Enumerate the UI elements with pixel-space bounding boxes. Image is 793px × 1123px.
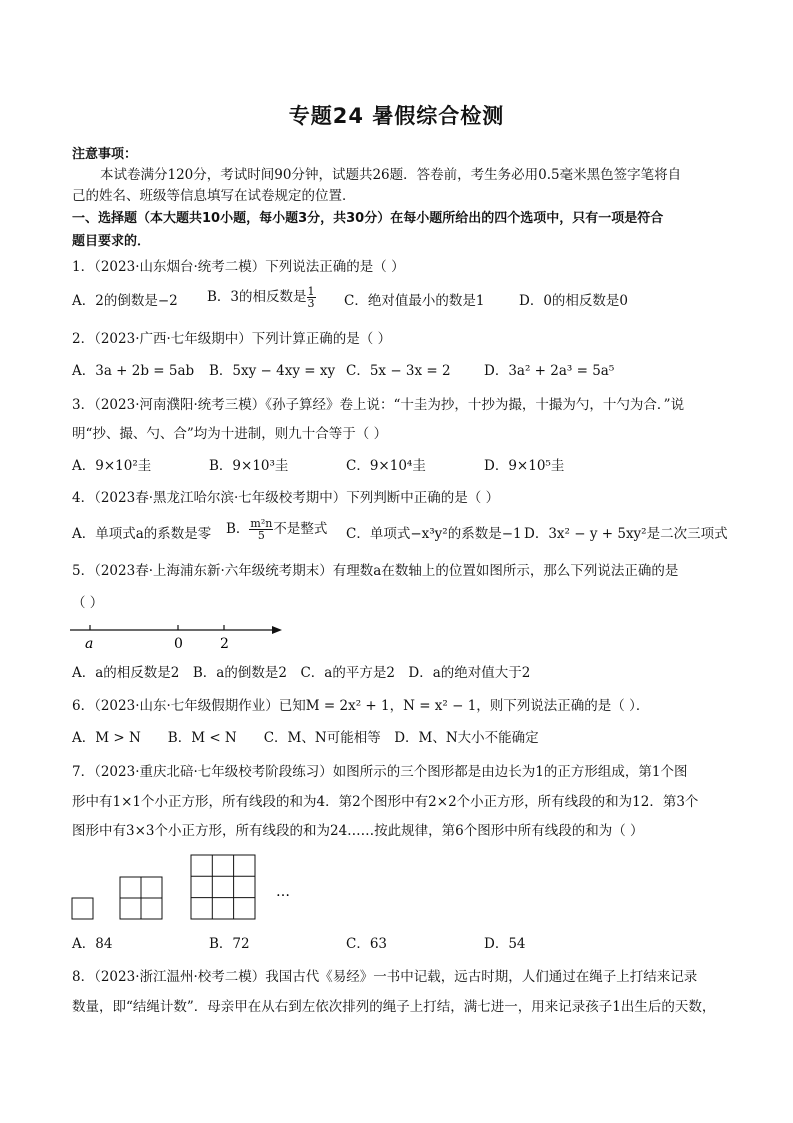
question-2-options	[72, 362, 772, 382]
question-8-stem-line-2: 数量，即“结绳计数”．母亲甲在从右到左依次排列的绳子上打结，满七进一，用来记录孩子1出生后的天数，	[72, 999, 716, 1015]
square-pattern-figure	[70, 852, 310, 922]
question-4-options	[72, 517, 772, 545]
q4-option-d: D．3x² − y + 5xy²是二次三项式	[524, 526, 728, 542]
question-7-options	[72, 935, 772, 955]
question-3-options	[72, 457, 772, 477]
q7-option-c: C．63	[346, 936, 388, 952]
question-3-stem-line-2: 明“抄、撮、勺、合”均为十进制，则九十合等于（ ）	[72, 426, 388, 442]
q4-option-a: A．单项式a的系数是零	[72, 526, 212, 542]
question-2-stem: 2．（2023·广西·七年级期中）下列计算正确的是（ ）	[72, 331, 392, 347]
q1-option-b-fraction	[307, 286, 316, 309]
question-4-stem: 4．（2023春·黑龙江哈尔滨·七年级校考期中）下列判断中正确的是（ ）	[72, 490, 500, 506]
tick-label-2: 2	[220, 636, 229, 652]
q1-option-b-text: B．3的相反数是	[207, 289, 307, 305]
q3-option-c: C．9×10⁴圭	[346, 458, 426, 474]
section-heading-line-1: 一、选择题（本大题共10小题，每小题3分，共30分）在每小题所给出的四个选项中，只有一项是符合	[72, 211, 664, 226]
q1-option-d: D．0的相反数是0	[519, 293, 629, 309]
fraction-numerator: 1	[307, 285, 315, 298]
question-1-options	[72, 285, 772, 312]
q7-option-a: A．84	[72, 936, 113, 952]
fraction-numerator: m²n	[250, 517, 273, 530]
q1-option-a: A．2的倒数是−2	[72, 293, 178, 309]
q2-option-a: A．3a + 2b = 5ab	[72, 363, 195, 379]
number-line-arrow-icon	[272, 626, 282, 634]
q7-option-d: D．54	[484, 936, 526, 952]
question-5-options: A．a的相反数是2 B．a的倒数是2 C．a的平方是2 D．a的绝对值大于2	[72, 665, 531, 681]
q4-option-b-fraction	[249, 518, 273, 541]
q2-option-b: B．5xy − 4xy = xy	[209, 363, 336, 379]
question-5-stem-line-2: （ ）	[72, 595, 104, 611]
notice-line-2: 己的姓名、班级等信息填写在试卷规定的位置．	[72, 188, 356, 204]
fraction-denominator: 5	[257, 529, 265, 542]
tick-label-0: 0	[174, 636, 183, 652]
pattern-2-grid	[120, 877, 162, 919]
page-title: 专题24 暑假综合检测	[288, 104, 505, 128]
q1-option-b	[207, 286, 316, 309]
q3-option-b: B．9×10³圭	[209, 458, 289, 474]
question-7-stem-line-3: 图形中有3×3个小正方形，所有线段的和为24……按此规律，第6个图形中所有线段的和为（ ）	[72, 823, 644, 839]
question-7-stem-line-1: 7．（2023·重庆北碚·七年级校考阶段练习）如图所示的三个图形都是由边长为1的正方形组成，第1个图	[72, 764, 688, 780]
q3-option-d: D．9×10⁵圭	[484, 458, 565, 474]
fraction-denominator: 3	[307, 297, 315, 310]
notice-line-1: 本试卷满分120分，考试时间90分钟，试题共26题．答卷前，考生务必用0.5毫米黑色签字笔将自	[100, 167, 682, 183]
q1-option-c: C．绝对值最小的数是1	[344, 293, 485, 309]
q4-option-b-label: B．	[226, 521, 250, 537]
pattern-ellipsis: …	[276, 884, 290, 900]
question-6-options: A．M > N B．M < N C．M、N可能相等 D．M、N大小不能确定	[72, 730, 539, 746]
q4-option-b-text: 不是整式	[273, 521, 328, 537]
question-5-stem-line-1: 5．（2023春·上海浦东新·六年级统考期末）有理数a在数轴上的位置如图所示，那么下列说法正确的是	[72, 563, 679, 579]
tick-label-a: a	[85, 636, 94, 652]
question-7-stem-line-2: 形中有1×1个小正方形，所有线段的和为4．第2个图形中有2×2个小正方形，所有线段的和为12．第3个	[72, 794, 699, 810]
question-8-stem-line-1: 8．（2023·浙江温州·校考二模）我国古代《易经》一书中记载，远古时期，人们通过在绳子上打结来记录	[72, 969, 698, 985]
question-1-stem: 1．（2023·山东烟台·统考二模）下列说法正确的是（ ）	[72, 259, 405, 275]
q7-option-b: B．72	[209, 936, 250, 952]
q4-option-b	[226, 518, 327, 541]
q2-option-d: D．3a² + 2a³ = 5a⁵	[484, 363, 615, 379]
q3-option-a: A．9×10²圭	[72, 458, 152, 474]
section-heading-line-2: 题目要求的．	[72, 234, 151, 249]
number-line-figure	[68, 614, 288, 654]
q4-option-c: C．单项式−x³y²的系数是−1	[346, 526, 522, 542]
question-3-stem-line-1: 3．（2023·河南濮阳·统考三模）《孙子算经》卷上说：“十圭为抄，十抄为撮，十撮为勺，十勺为合．”说	[72, 397, 685, 413]
pattern-1-grid	[72, 898, 93, 919]
notice-heading: 注意事项：	[72, 147, 138, 162]
q2-option-c: C．5x − 3x = 2	[346, 363, 451, 379]
question-6-stem: 6．（2023·山东·七年级假期作业）已知M = 2x² + 1，N = x² − 1，则下列说法正确的是（ ）．	[72, 698, 650, 714]
pattern-3-grid	[191, 855, 255, 919]
